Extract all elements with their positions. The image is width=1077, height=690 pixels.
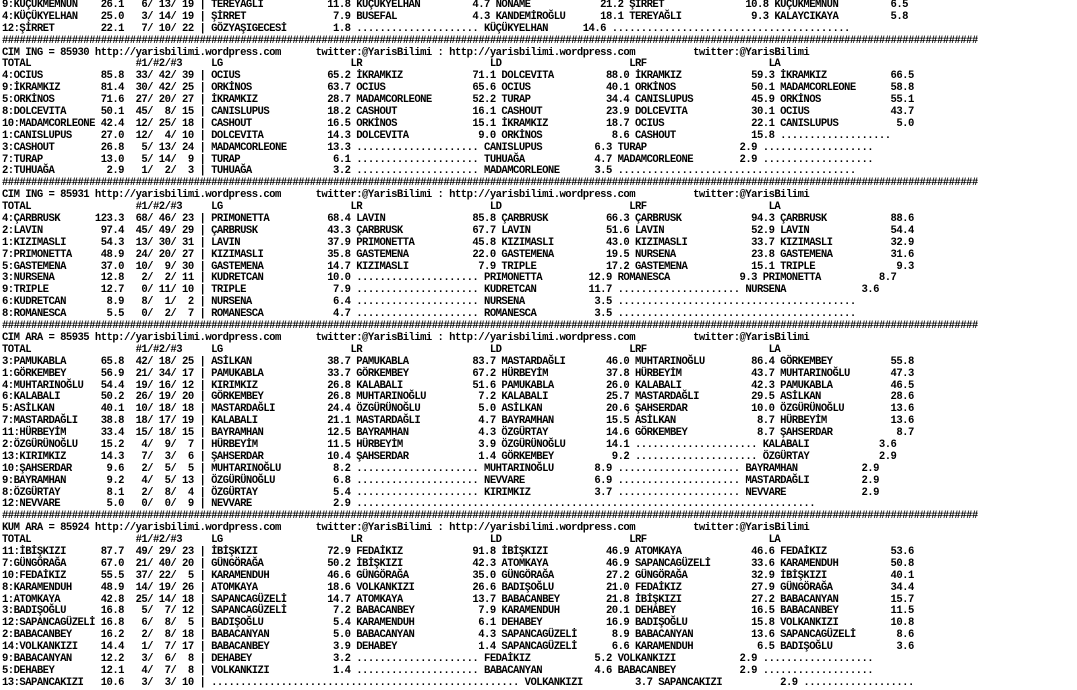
report-line: 7:PRIMONETTA 48.9 24/ 20/ 27 | KIZIMASLI 35.8 GASTEMENA 22.0 GASTEMENA 19.5 NURSENA 23.8 GASTEMENA 31.6 [2, 248, 914, 261]
report-line: 12:ŞİRRET 22.1 7/ 10/ 22 | GÖZYAŞIGECESİ 1.8 ..................... KÜÇÜKYELHAN 14.6 ......................................... [2, 22, 850, 35]
report-line: 14:VOLKANKIZI 14.4 1/ 7/ 17 | BABACANBEY 3.9 DEHABEY 1.4 SAPANCAGÜZELİ 6.6 KARAMENDUH 6.5 BADIŞOĞLU 3.6 [2, 641, 914, 654]
section-separator: ######################################################################################################################################################################## [2, 320, 978, 333]
report-line: CIM ARA = 85935 http://yarisbilimi.wordpress.com twitter:@YarisBilimi : http://yarisbilimi.wordpress.com twitter:@YarisBilimi [2, 331, 810, 344]
report-line: 12:SAPANCAGÜZELİ 16.8 6/ 8/ 5 | BADIŞOĞLU 5.4 KARAMENDUH 6.1 DEHABEY 16.9 BADIŞOĞLU 15.8 VOLKANKIZI 10.8 [2, 617, 914, 630]
report-line: 9:BABACANYAN 12.2 3/ 6/ 8 | DEHABEY 3.2 ..................... FEDAİKIZ 5.2 VOLKANKIZI 2.9 ................... [2, 652, 874, 665]
report-line: 5:ORKİNOS 71.6 27/ 20/ 27 | İKRAMKIZ 28.7 MADAMCORLEONE 52.2 TURAP 34.4 CANISLUPUS 45.9 ORKİNOS 55.1 [2, 94, 914, 107]
section-separator: ######################################################################################################################################################################## [2, 510, 978, 523]
report-line: 9:TRIPLE 12.7 0/ 11/ 10 | TRIPLE 7.9 ..................... KUDRETCAN 11.7 ..................... NURSENA 3.6 [2, 284, 879, 297]
report-line: 1:ATOMKAYA 42.8 25/ 14/ 18 | SAPANCAGÜZELİ 14.7 ATOMKAYA 13.7 BABACANBEY 21.8 İBİŞKIZI 27.2 BABACANYAN 15.7 [2, 593, 914, 606]
report-line: 7:TURAP 13.0 5/ 14/ 9 | TURAP 6.1 ..................... TUHUAĞA 4.7 MADAMCORLEONE 2.9 ................... [2, 153, 874, 166]
report-line: 10:ŞAHSERDAR 9.6 2/ 5/ 5 | MUHTARINOĞLU 8.2 ..................... MUHTARINOĞLU 8.9 ..................... BAYRAMHAN 2.9 [2, 462, 879, 475]
report-line: 8:KARAMENDUH 48.9 14/ 19/ 26 | ATOMKAYA 18.6 VOLKANKIZI 26.6 BADIŞOĞLU 21.0 FEDAİKIZ 27.9 GÜNGÖRAĞA 34.4 [2, 581, 914, 594]
report-line: 7:GÜNGÖRAĞA 67.0 21/ 40/ 20 | GÜNGÖRAĞA 50.2 İBİŞKIZI 42.3 ATOMKAYA 46.9 SAPANCAGÜZELİ 33.6 KARAMENDUH 50.8 [2, 557, 914, 570]
report-line: 2:LAVIN 97.4 45/ 49/ 29 | ÇARBRUSK 43.3 ÇARBRUSK 67.7 LAVIN 51.6 LAVIN 52.9 LAVIN 54.4 [2, 224, 914, 237]
report-line: 3:NURSENA 12.8 2/ 2/ 11 | KUDRETCAN 10.0 ..................... PRIMONETTA 12.9 ROMANESCA 9.3 PRIMONETTA 8.7 [2, 272, 897, 285]
report-line: 5:DEHABEY 12.1 4/ 7/ 8 | VOLKANKIZI 1.4 ..................... BABACANYAN 4.6 BABACANBEY 2.9 ................... [2, 664, 874, 677]
report-line: 3:PAMUKABLA 65.8 42/ 18/ 25 | ASİLKAN 38.7 PAMUKABLA 83.7 MASTARDAĞLI 46.0 MUHTARINOĞLU 86.4 GÖRKEMBEY 55.8 [2, 355, 914, 368]
report-line: 13:KIRIMKIZ 14.3 7/ 3/ 6 | ŞAHSERDAR 10.4 ŞAHSERDAR 1.4 GÖRKEMBEY 9.2 ..................... ÖZGÜRTAY 2.9 [2, 450, 897, 463]
report-line: 9:KÜÇÜKMEMNUN 26.1 6/ 13/ 19 | TEREYAĞLI 11.8 KÜÇÜKYELHAN 4.7 NONAME 21.2 ŞİRRET 10.8 KÜÇÜKMEMNUN 6.5 [2, 0, 908, 11]
section-separator: ######################################################################################################################################################################## [2, 34, 978, 47]
report-line: 11:İBİŞKIZI 87.7 49/ 29/ 23 | İBİŞKIZI 72.9 FEDAİKIZ 91.8 İBİŞKIZI 46.9 ATOMKAYA 46.6 FEDAİKIZ 53.6 [2, 545, 914, 558]
report-line: TOTAL #1/#2/#3 LG LR LD LRF LA [2, 201, 781, 214]
report-line: 5:GASTEMENA 37.0 10/ 9/ 30 | GASTEMENA 14.7 KIZIMASLI 7.9 TRIPLE 17.2 GASTEMENA 15.1 TRIPLE 9.3 [2, 260, 914, 273]
report-line: 8:ÖZGÜRTAY 8.1 2/ 8/ 4 | ÖZGÜRTAY 5.4 ..................... KIRIMKIZ 3.7 ..................... NEVVARE 2.9 [2, 486, 879, 499]
report-line: 4:KÜÇÜKYELHAN 25.0 3/ 14/ 19 | ŞİRRET 7.9 BUSEFAL 4.3 KANDEMİROĞLU 18.1 TEREYAĞLI 9.3 KALAYCIKAYA 5.8 [2, 10, 908, 23]
report-line: 6:KUDRETCAN 8.9 8/ 1/ 2 | NURSENA 6.4 ..................... NURSENA 3.5 ......................................... [2, 296, 856, 309]
report-line: 9:BAYRAMHAN 9.2 4/ 5/ 13 | ÖZGÜRÜNOĞLU 6.8 ..................... NEVVARE 6.9 ..................... MASTARDAĞLI 2.9 [2, 474, 879, 487]
report-line: 2:ÖZGÜRÜNOĞLU 15.2 4/ 9/ 7 | HÜRBEYİM 11.5 HÜRBEYİM 3.9 ÖZGÜRÜNOĞLU 14.1 ..................... KALABALI 3.6 [2, 438, 897, 451]
report-line: TOTAL #1/#2/#3 LG LR LD LRF LA [2, 534, 781, 547]
report-line: 2:TUHUAĞA 2.9 1/ 2/ 3 | TUHUAĞA 3.2 ..................... MADAMCORLEONE 3.5 ......................................... [2, 165, 856, 178]
report-line: 6:KALABALI 50.2 26/ 19/ 20 | GÖRKEMBEY 26.8 MUHTARINOĞLU 7.2 KALABALI 25.7 MASTARDAĞLI 29.5 ASİLKAN 28.6 [2, 391, 914, 404]
report-line: CIM ING = 85930 http://yarisbilimi.wordpress.com twitter:@YarisBilimi : http://yarisbilimi.wordpress.com twitter:@YarisBilimi [2, 46, 810, 59]
report-line: 2:BABACANBEY 16.2 2/ 8/ 18 | BABACANYAN 5.0 BABACANYAN 4.3 SAPANCAGÜZELİ 8.9 BABACANYAN 13.6 SAPANCAGÜZELİ 8.6 [2, 629, 914, 642]
report-line: 13:SAPANCAKIZI 10.6 3/ 3/ 10 | ..................................................... VOLKANKIZI 3.7 SAPANCAKIZI 2.9 ................... [2, 676, 914, 689]
report-line: 8:DOLCEVITA 50.1 45/ 8/ 15 | CANISLUPUS 18.2 CASHOUT 16.1 CASHOUT 23.9 DOLCEVITA 30.1 OCIUS 43.7 [2, 106, 914, 119]
report-line: 10:MADAMCORLEONE 42.4 12/ 25/ 18 | CASHOUT 16.5 ORKİNOS 15.1 İKRAMKIZ 18.7 OCIUS 22.1 CANISLUPUS 5.0 [2, 117, 914, 130]
report-line: KUM ARA = 85924 http://yarisbilimi.wordpress.com twitter:@YarisBilimi : http://yarisbilimi.wordpress.com twitter:@YarisBilimi [2, 522, 810, 535]
report-line: TOTAL #1/#2/#3 LG LR LD LRF LA [2, 343, 781, 356]
report-line: 5:ASİLKAN 40.1 10/ 18/ 18 | MASTARDAĞLI 24.4 ÖZGÜRÜNOĞLU 5.0 ASİLKAN 20.6 ŞAHSERDAR 10.0 ÖZGÜRÜNOĞLU 13.6 [2, 403, 914, 416]
report-line: 1:GÖRKEMBEY 56.9 21/ 34/ 17 | PAMUKABLA 33.7 GÖRKEMBEY 67.2 HÜRBEYİM 37.8 HÜRBEYİM 43.7 MUHTARINOĞLU 47.3 [2, 367, 914, 380]
report-line: 1:KIZIMASLI 54.3 13/ 30/ 31 | LAVIN 37.9 PRIMONETTA 45.8 KIZIMASLI 43.0 KIZIMASLI 33.7 KIZIMASLI 32.9 [2, 236, 914, 249]
report-line: 1:CANISLUPUS 27.0 12/ 4/ 10 | DOLCEVITA 14.3 DOLCEVITA 9.0 ORKİNOS 8.6 CASHOUT 15.8 ................... [2, 129, 891, 142]
report-line: 9:İKRAMKIZ 81.4 30/ 42/ 25 | ORKİNOS 63.7 OCIUS 65.6 OCIUS 40.1 ORKİNOS 50.1 MADAMCORLEONE 58.8 [2, 82, 914, 95]
report-line: 4:OCIUS 85.8 33/ 42/ 39 | OCIUS 65.2 İKRAMKIZ 71.1 DOLCEVITA 88.0 İKRAMKIZ 59.3 İKRAMKIZ 66.5 [2, 70, 914, 83]
report-line: 12:NEVVARE 5.0 0/ 0/ 9 | NEVVARE 2.9 ............................................................................... [2, 498, 816, 511]
report-line: 4:MUHTARINOĞLU 54.4 19/ 16/ 12 | KIRIMKIZ 26.8 KALABALI 51.6 PAMUKABLA 26.0 KALABALI 42.3 PAMUKABLA 46.5 [2, 379, 914, 392]
report-line: 3:BADIŞOĞLU 16.8 5/ 7/ 12 | SAPANCAGÜZELİ 7.2 BABACANBEY 7.9 KARAMENDUH 20.1 DEHABEY 16.5 BABACANBEY 11.5 [2, 605, 914, 618]
report-line: 3:CASHOUT 26.8 5/ 13/ 24 | MADAMCORLEONE 13.3 ..................... CANISLUPUS 6.3 TURAP 2.9 ................... [2, 141, 874, 154]
report-line: 10:FEDAİKIZ 55.5 37/ 22/ 5 | KARAMENDUH 46.6 GÜNGÖRAĞA 35.0 GÜNGÖRAĞA 27.2 GÜNGÖRAĞA 32.9 İBİŞKIZI 40.1 [2, 569, 914, 582]
section-separator: ######################################################################################################################################################################## [2, 177, 978, 190]
report-line: 7:MASTARDAĞLI 38.8 18/ 17/ 19 | KALABALI 21.1 MASTARDAĞLI 4.7 BAYRAMHAN 15.5 ASİLKAN 8.7 HÜRBEYİM 13.6 [2, 415, 914, 428]
report-line: 4:ÇARBRUSK 123.3 68/ 46/ 23 | PRIMONETTA 68.4 LAVIN 85.8 ÇARBRUSK 66.3 ÇARBRUSK 94.3 ÇARBRUSK 88.6 [2, 213, 914, 226]
report-line: 11:HÜRBEYİM 33.4 15/ 18/ 15 | BAYRAMHAN 12.5 BAYRAMHAN 4.3 ÖZGÜRTAY 14.6 GÖRKEMBEY 8.7 ŞAHSERDAR 8.7 [2, 427, 914, 440]
report-line: CIM ING = 85931 http://yarisbilimi.wordpress.com twitter:@YarisBilimi : http://yarisbilimi.wordpress.com twitter:@YarisBilimi [2, 189, 810, 202]
report-line: TOTAL #1/#2/#3 LG LR LD LRF LA [2, 58, 781, 71]
report-line: 8:ROMANESCA 5.5 0/ 2/ 7 | ROMANESCA 4.7 ..................... ROMANESCA 3.5 ......................................... [2, 308, 856, 321]
